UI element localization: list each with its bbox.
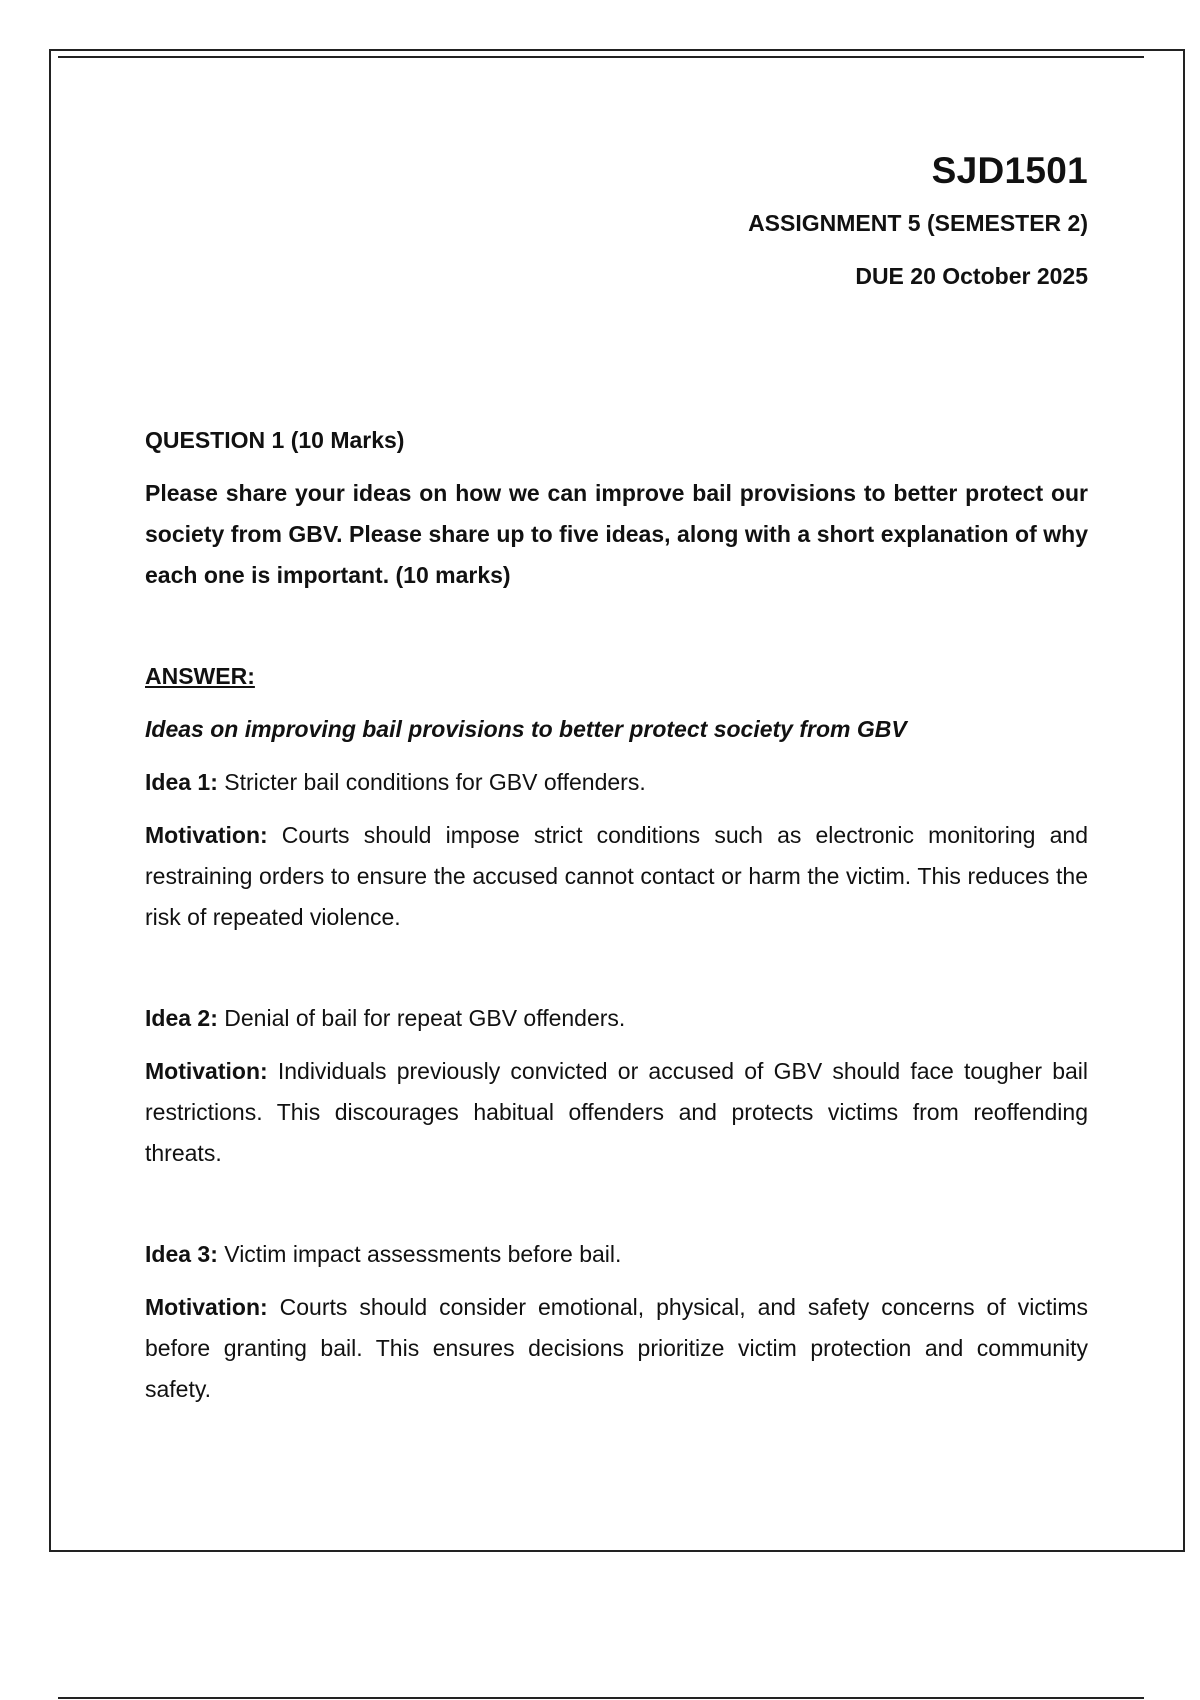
idea-label: Idea 2: xyxy=(145,1005,218,1031)
motivation-text: Courts should impose strict conditions such as electronic monitoring and restraining orders to ensure the accused cannot contact or harm the victim. This reduces the risk of repeated violence. xyxy=(145,822,1088,930)
motivation-1 xyxy=(145,815,1088,938)
idea-2 xyxy=(145,998,1088,1039)
assignment-title: ASSIGNMENT 5 (SEMESTER 2) xyxy=(748,210,1088,236)
due-date: DUE 20 October 2025 xyxy=(855,263,1088,289)
top-rule xyxy=(58,56,1144,58)
bottom-rule xyxy=(58,1697,1144,1699)
motivation-label: Motivation: xyxy=(145,1294,268,1320)
course-code: SJD1501 xyxy=(931,150,1088,191)
idea-1 xyxy=(145,762,1088,803)
idea-label: Idea 3: xyxy=(145,1241,218,1267)
motivation-label: Motivation: xyxy=(145,822,268,848)
idea-text: Denial of bail for repeat GBV offenders. xyxy=(217,1005,626,1031)
motivation-text: Individuals previously convicted or accused of GBV should face tougher bail restrictions. This discourages habitual offenders and protects victims from reoffending threats. xyxy=(145,1058,1088,1166)
document-body xyxy=(145,420,1088,1410)
motivation-label: Motivation: xyxy=(145,1058,268,1084)
idea-text: Stricter bail conditions for GBV offenders. xyxy=(217,769,646,795)
question-text: Please share your ideas on how we can improve bail provisions to better protect our society from GBV. Please share up to five ideas, along with a short explanation of why each one is important. (10 marks) xyxy=(145,480,1088,588)
idea-3 xyxy=(145,1234,1088,1275)
answer-subtitle: Ideas on improving bail provisions to better protect society from GBV xyxy=(145,716,907,742)
motivation-text: Courts should consider emotional, physical, and safety concerns of victims before granting bail. This ensures decisions prioritize victim protection and community safety. xyxy=(145,1294,1088,1402)
question-heading: QUESTION 1 (10 Marks) xyxy=(145,427,405,453)
motivation-3 xyxy=(145,1287,1088,1410)
idea-label: Idea 1: xyxy=(145,769,218,795)
document-header xyxy=(748,150,1088,290)
answer-heading: ANSWER: xyxy=(145,663,255,689)
idea-text: Victim impact assessments before bail. xyxy=(217,1241,622,1267)
motivation-2 xyxy=(145,1051,1088,1174)
